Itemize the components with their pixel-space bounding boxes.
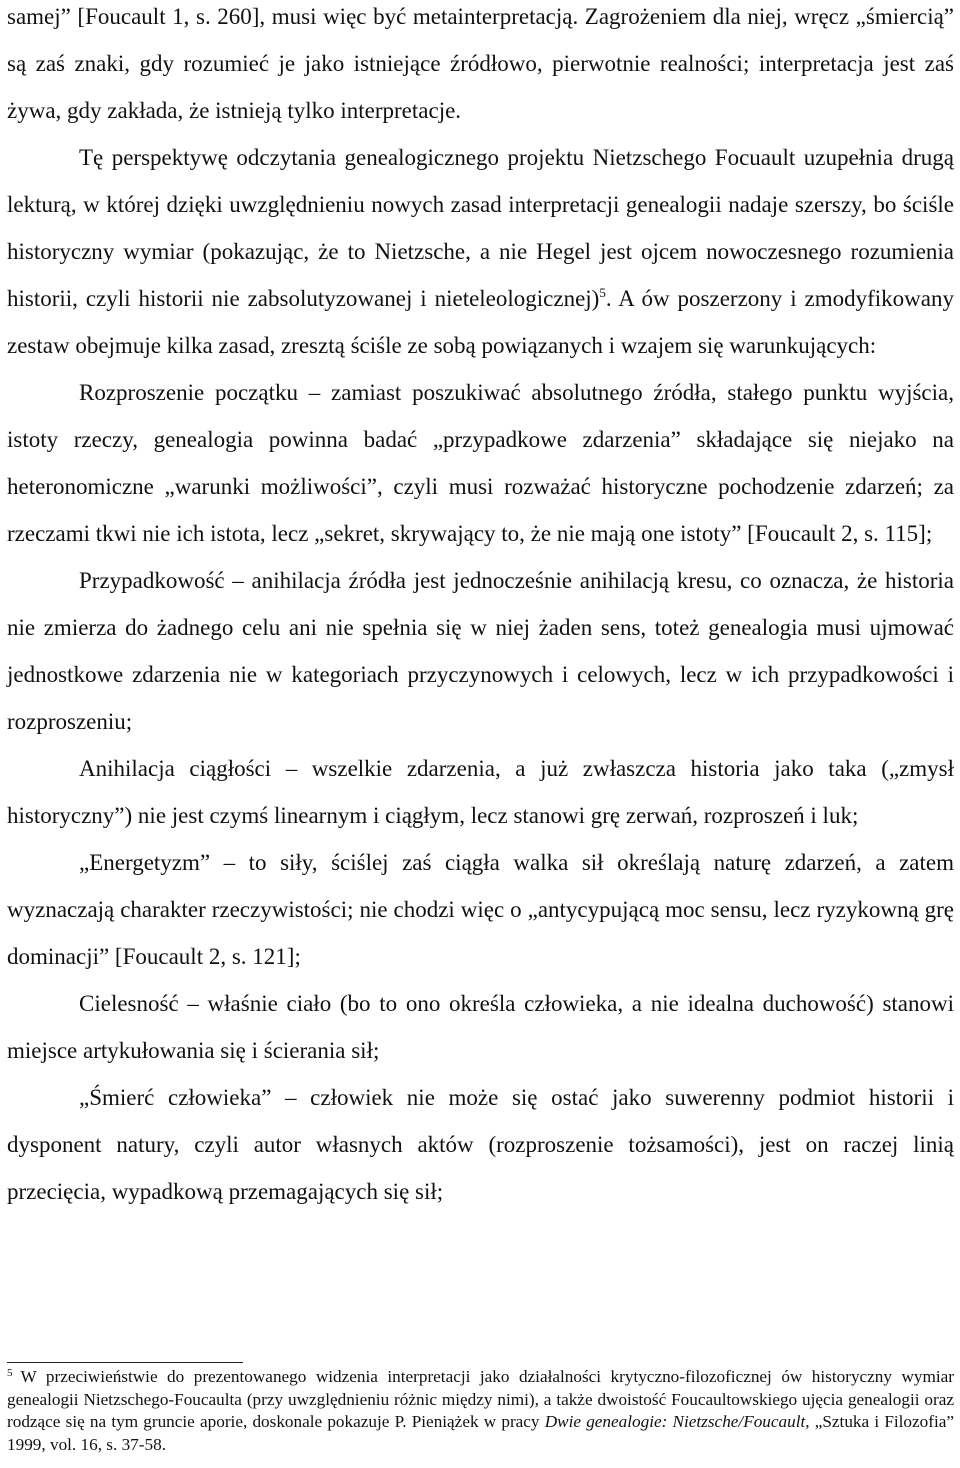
paragraph-continuation: samej” [Foucault 1, s. 260], musi więc być metainterpretacją. Zagrożeniem dla niej, wręcz „śmiercią” są zaś znaki, gdy rozumieć je jako istniejące źródłowo, pierwotnie realności; interpretacja jest zaś żywa, gdy zakłada, że istnieją tylko interpretacje. (7, 4, 954, 123)
footnote-reference[interactable]: 5 (599, 285, 606, 300)
paragraph-genealogy-perspective (7, 134, 954, 369)
footnote-separator (7, 1362, 243, 1363)
paragraph-text: . A ów poszerzony i zmodyfikowany zestaw obejmuje kilka zasad, zresztą ściśle ze sobą powiązanych i wzajem się warunkujących: (7, 286, 954, 358)
footnote (7, 1366, 954, 1456)
principle-contingency: Przypadkowość – anihilacja źródła jest jednocześnie anihilacją kresu, co oznacza, że historia nie zmierza do żadnego celu ani nie spełnia się w niej żaden sens, toteż genealogia musi ujmować jednostkowe zdarzenia nie w kategoriach przyczynowych i celowych, lecz w ich przypadkowości i rozproszeniu; (7, 568, 954, 734)
footnote-text-end: , „Sztuka i Filozofia” 1999, vol. 16, s. 37-58. (7, 1412, 955, 1454)
principle-corporeality: Cielesność – właśnie ciało (bo to ono określa człowieka, a nie idealna duchowość) stanowi miejsce artykułowania się i ścierania sił; (7, 991, 954, 1063)
footnote-cited-title: Dwie genealogie: Nietzsche/Foucault (544, 1412, 806, 1431)
principle-discontinuity: Anihilacja ciągłości – wszelkie zdarzenia, a już zwłaszcza historia jako taka („zmysł historyczny”) nie jest czymś linearnym i ciągłym, lecz stanowi grę zerwań, rozproszeń i luk; (7, 756, 954, 828)
principle-death-of-man: „Śmierć człowieka” – człowiek nie może się ostać jako suwerenny podmiot historii i dysponent natury, czyli autor własnych aktów (rozproszenie tożsamości), jest on raczej linią przecięcia, wypadkową przemagających się sił; (7, 1085, 954, 1204)
paragraph-text: Tę perspektywę odczytania genealogicznego projektu Nietzschego Focuault uzupełnia drugą lekturą, w której dzięki uwzględnieniu nowych zasad interpretacji genealogii nadaje szerszy, bo ściśle historyczny wymiar (pokazując, że to Nietzsche, a nie Hegel jest ojcem nowoczesnego rozumienia historii, czyli historii nie zabsolutyzowanej i nieteleologicznej) (7, 145, 954, 311)
footnote-number: 5 (7, 1367, 13, 1379)
document-page (7, 0, 954, 1215)
principle-energetism: „Energetyzm” – to siły, ściślej zaś ciągła walka sił określają naturę zdarzeń, a zatem wyznaczają charakter rzeczywistości; nie chodzi więc o „antycypującą moc sensu, lecz ryzykowną grę dominacji” [Foucault 2, s. 121]; (7, 850, 954, 969)
principle-dispersion: Rozproszenie początku – zamiast poszukiwać absolutnego źródła, stałego punktu wyjścia, istoty rzeczy, genealogia powinna badać „przypadkowe zdarzenia” składające się niejako na heteronomiczne „warunki możliwości”, czyli musi rozważać historyczne pochodzenie zdarzeń; za rzeczami tkwi nie ich istota, lecz „sekret, skrywający to, że nie mają one istoty” [Foucault 2, s. 115]; (7, 380, 954, 546)
footnote-text: W przeciwieństwie do prezentowanego widzenia interpretacji jako działalności krytyczno-filozoficznej ów historyczny wymiar genealogii Nietzschego-Foucaulta (przy uwzględnieniu różnic między nimi), a także dwoistość Foucaultowskiego ujęcia genealogii oraz rodzące się na tym gruncie aporie, doskonale pokazuje P. Pieniążek w pracy (7, 1367, 954, 1431)
